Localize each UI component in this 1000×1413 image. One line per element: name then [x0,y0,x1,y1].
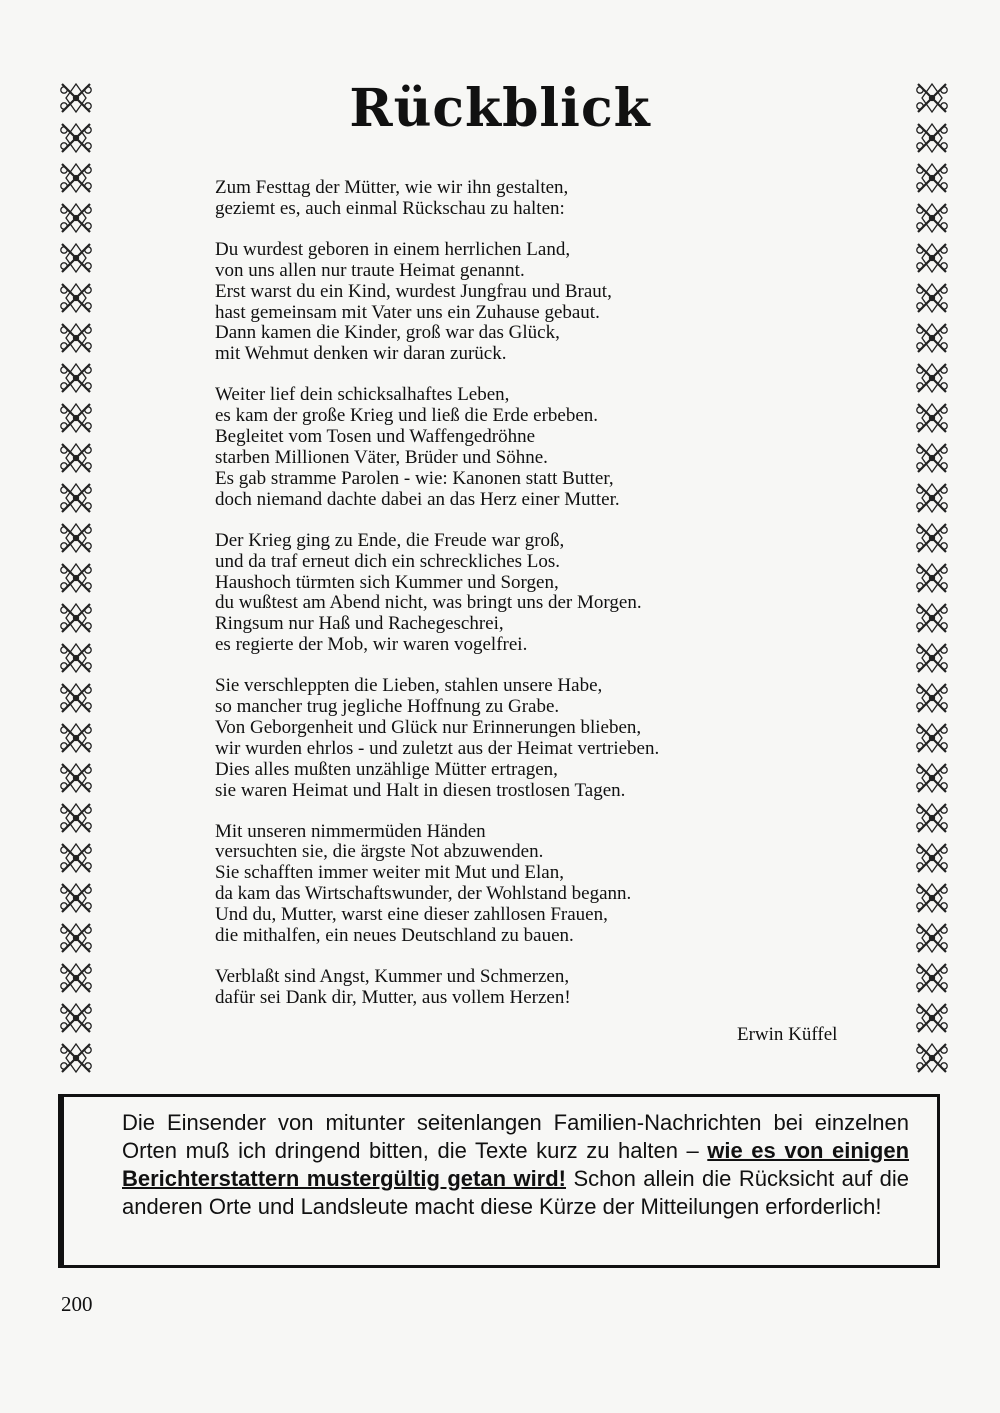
poem-line: da kam das Wirtschaftswunder, der Wohlstand begann. [215,883,632,905]
poem-line: Haushoch türmten sich Kummer und Sorgen, [215,571,559,593]
poem-line: und da traf erneut dich ein schreckliches Los. [215,550,561,572]
poem-line: hast gemeinsam mit Vater uns ein Zuhause gebaut. [215,301,600,323]
poem-stanza [215,531,815,656]
poem-stanza [215,385,815,510]
poem-line: dafür sei Dank dir, Mutter, aus vollem Herzen! [215,986,571,1008]
poem-line: Sie verschleppten die Lieben, stahlen unsere Habe, [215,675,603,697]
poem-line: doch niemand dachte dabei an das Herz einer Mutter. [215,488,620,510]
poem-line: Und du, Mutter, warst eine dieser zahllosen Frauen, [215,904,608,926]
notice-intro: Die Einsender von mitunter seitenlangen Familien-Nachrichten bei einzelnen Orten muß ich dringend bitten, die Texte kurz zu halten – [122,1110,909,1163]
poem-stanza [215,967,815,1009]
poem-line: Dann kamen die Kinder, groß war das Glück, [215,322,560,344]
poem-body [215,178,815,1029]
poem-line: es regierte der Mob, wir waren vogelfrei. [215,634,528,656]
poem-line: Von Geborgenheit und Glück nur Erinnerungen blieben, [215,716,642,738]
poem-stanza [215,240,815,365]
notice-emphasis: wie es von einigen Berichterstattern mustergültig getan wird! [122,1138,910,1191]
notice-closing: Schon allein die Rücksicht auf die anderen Orte und Landsleute macht diese Kürze der Mitteilungen erforderlich! [122,1166,909,1219]
poem-line: Dies alles mußten unzählige Mütter ertragen, [215,758,558,780]
editorial-notice-box [58,1094,940,1268]
poem-line: versuchten sie, die ärgste Not abzuwenden. [215,841,544,863]
poem-line: Du wurdest geboren in einem herrlichen Land, [215,238,571,260]
poem-line: Erst warst du ein Kind, wurdest Jungfrau und Braut, [215,280,612,302]
poem-line: Begleitet vom Tosen und Waffengedröhne [215,426,536,448]
poem-line: Der Krieg ging zu Ende, die Freude war groß, [215,529,565,551]
ornament-border-left [56,78,96,1078]
poem-line: sie waren Heimat und Halt in diesen trostlosen Tagen. [215,779,626,801]
poem-author: Erwin Küffel [737,1024,838,1045]
poem-line: Es gab stramme Parolen - wie: Kanonen statt Butter, [215,467,614,489]
ornament-pattern-icon [56,78,96,1078]
poem-line: Zum Festtag der Mütter, wie wir ihn gestalten, [215,177,569,198]
page-number: 200 [61,1292,93,1316]
poem-line: Verblaßt sind Angst, Kummer und Schmerzen, [215,966,570,987]
poem-line: von uns allen nur traute Heimat genannt. [215,259,525,281]
poem-line: Mit unseren nimmermüden Händen [215,820,486,842]
poem-line: die mithalfen, ein neues Deutschland zu bauen. [215,925,574,947]
poem-line: Weiter lief dein schicksalhaftes Leben, [215,384,510,406]
poem-line: Sie schafften immer weiter mit Mut und Elan, [215,862,564,884]
poem-line: du wußtest am Abend nicht, was bringt uns der Morgen. [215,592,642,614]
poem-stanza [215,822,815,947]
poem-title: Rückblick [349,78,651,139]
poem-stanza [215,676,815,801]
poem-line: starben Millionen Väter, Brüder und Söhne. [215,446,548,468]
poem-stanza [215,178,815,220]
poem-line: mit Wehmut denken wir daran zurück. [215,343,507,365]
poem-line: so mancher trug jegliche Hoffnung zu Grabe. [215,696,560,718]
poem-line: geziemt es, auch einmal Rückschau zu halten: [215,197,565,219]
poem-line: Ringsum nur Haß und Rachegeschrei, [215,613,504,635]
ornament-border-right [912,78,952,1078]
ornament-pattern-icon [912,78,952,1078]
poem-line: es kam der große Krieg und ließ die Erde erbeben. [215,405,599,427]
poem-line: wir wurden ehrlos - und zuletzt aus der Heimat vertrieben. [215,737,660,759]
